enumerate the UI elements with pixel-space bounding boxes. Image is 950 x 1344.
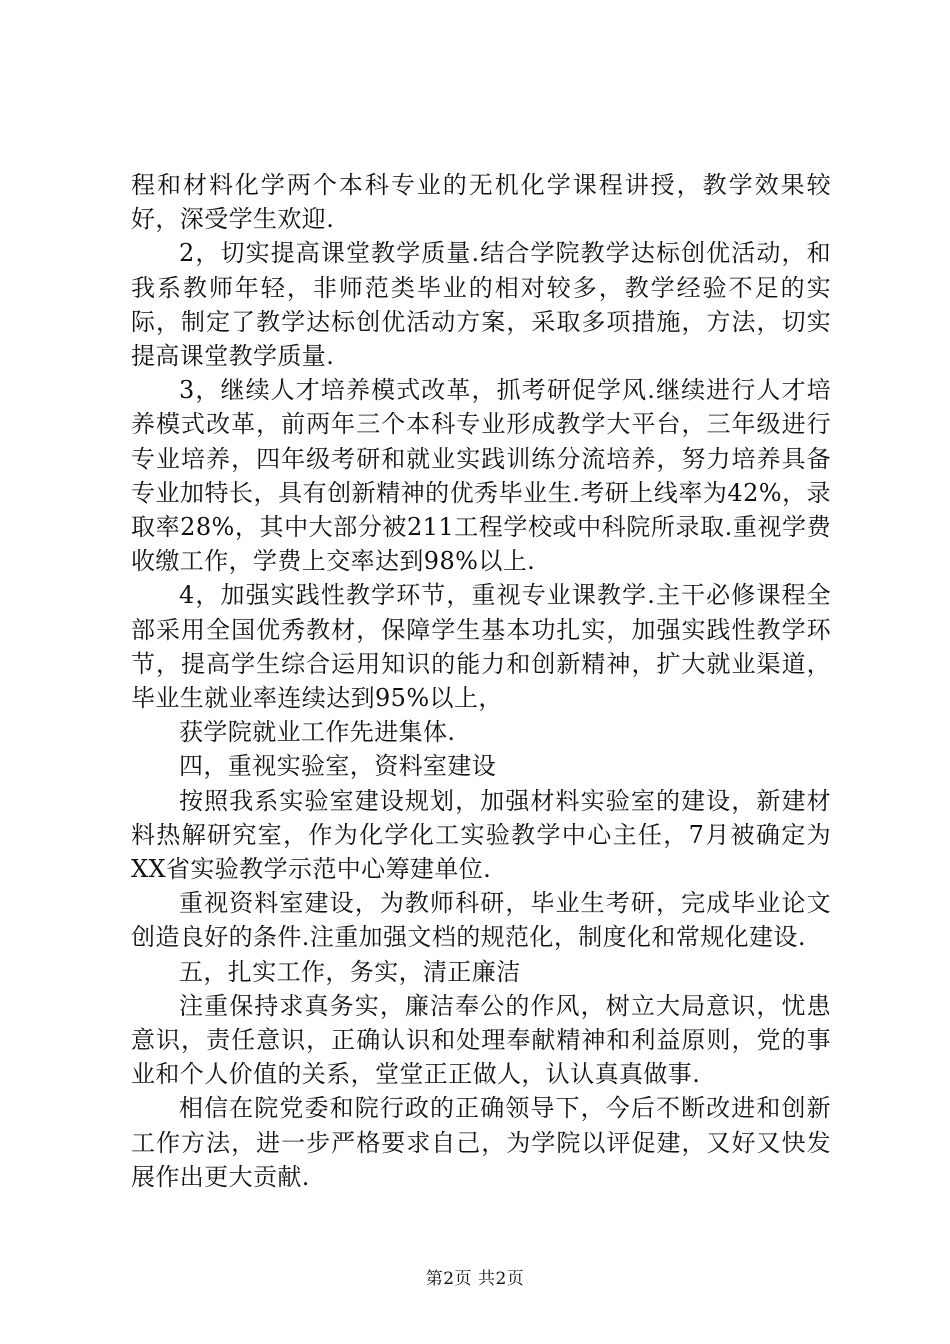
page-number-footer: 第2页 共2页 — [425, 1269, 525, 1289]
paragraph-employment-award: 获学院就业工作先进集体. — [179, 718, 456, 747]
section-heading-4-lab-construction: 四，重视实验室，资料室建设 — [179, 752, 497, 781]
paragraph-reference-room: 重视资料室建设，为教师科研，毕业生考研，完成毕业论文创造良好的条件.注重加强文档的规范化，制度化和常规化建设. — [131, 889, 831, 952]
paragraph-conclusion: 相信在院党委和院行政的正确领导下，今后不断改进和创新工作方法，进一步严格要求自己，为学院以评促建，又好又快发展作出更大贡献. — [131, 1094, 831, 1191]
paragraph-work-style: 注重保持求真务实，廉洁奉公的作风，树立大局意识，忧患意识，责任意识，正确认识和处理奉献精神和利益原则，党的事业和个人价值的关系，堂堂正正做人，认认真真做事. — [131, 991, 831, 1089]
paragraph-item-2-teaching-quality: 2，切实提高课堂教学质量.结合学院教学达标创优活动，和我系教师年轻，非师范类毕业的相对较多，教学经验不足的实际，制定了教学达标创优活动方案，采取多项措施，方法，切实提高课堂教学质量. — [131, 239, 831, 371]
section-heading-5-integrity: 五，扎实工作，务实，清正廉洁 — [179, 957, 521, 986]
paragraph-item-4-practical-teaching: 4，加强实践性教学环节，重视专业课教学.主干必修课程全部采用全国优秀教材，保障学生基本功扎实，加强实践性教学环节，提高学生综合运用知识的能力和创新精神，扩大就业渠道，毕业生就业率连续达到95%以上， — [131, 581, 831, 713]
document-body — [131, 168, 831, 1194]
paragraph-course-teaching-continued: 程和材料化学两个本科专业的无机化学课程讲授，教学效果较好，深受学生欢迎. — [131, 171, 831, 234]
paragraph-lab-planning: 按照我系实验室建设规划，加强材料实验室的建设，新建材料热解研究室，作为化学化工实验教学中心主任，7月被确定为XX省实验教学示范中心筹建单位. — [131, 786, 831, 884]
paragraph-item-3-training-reform: 3，继续人才培养模式改革，抓考研促学风.继续进行人才培养模式改革，前两年三个本科专业形成教学大平台，三年级进行专业培养，四年级考研和就业实践训练分流培养，努力培养具备专业加特长，具有创新精神的优秀毕业生.考研上线率为42%，录取率28%，其中大部分被211工程学校或中科院所录取.重视学费收缴工作，学费上交率达到98%以上. — [131, 376, 831, 576]
